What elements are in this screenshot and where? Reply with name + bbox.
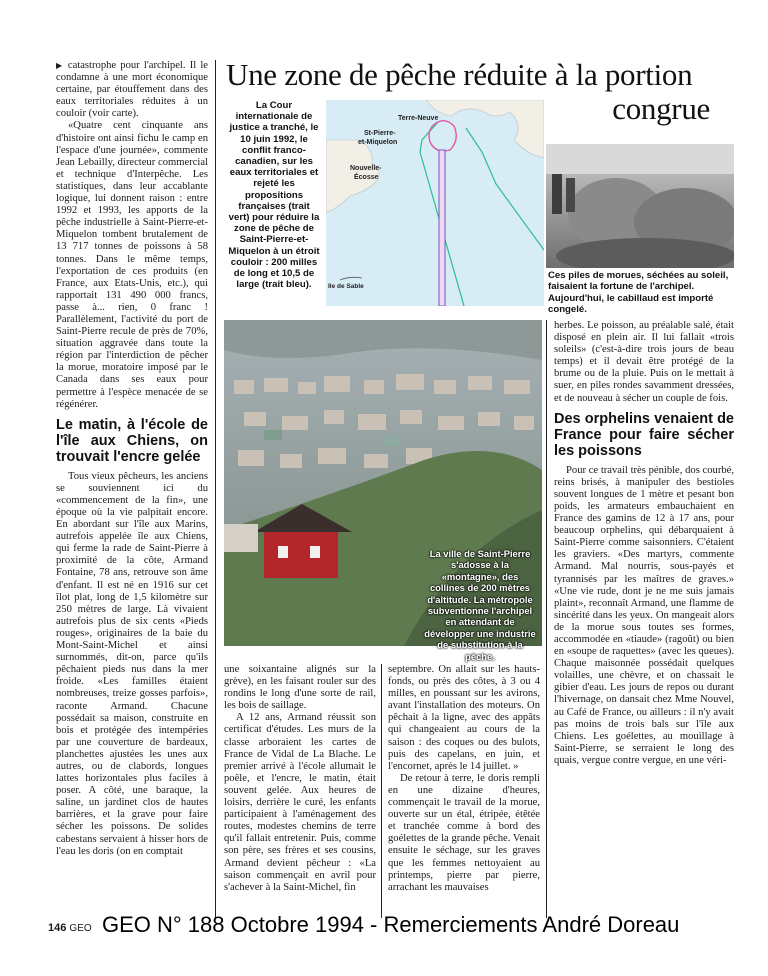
label-st-pierre-2: et-Miquelon bbox=[358, 139, 398, 146]
paragraph: «Quatre cent cinquante ans d'histoire ont ainsi fichu le camp en l'espace d'une journée», commente Jean Lebailly, directeur commercial et technique d'Interpêche. Les statistiques, dans leur accablante logique, lui donnent raison : entre 1992 et 1993, les apports de la pêche industrielle à Saint-Pierre-et-Miquelon tombent brutalement de 13 717 tonnes de poissons à 58 tonnes. Dans le même temps, l'exportation de ces produits (en France, aux Etats-Unis, etc.), qui rapportait 131 490 000 francs, passe à... rien, 0 franc ! Parallèlement, l'activité du port de Saint-Pierre recule de près de 70%, situation aggravée dans toute la région par l'interdiction de pêcher la morue, moratoire imposé par le Canada dans ses eaux pour permettre à l'espèce menacée de se régénérer. bbox=[56, 120, 208, 410]
magazine-name: GEO bbox=[69, 923, 92, 934]
paragraph: A 12 ans, Armand réussit son certificat d'études. Les murs de la classe arboraient les cartes de France de Vidal de La Blache. Le premier arrivé à l'école allumait le poêle, et l'encre, le matin, était souvent gelée. Aux heures de loisirs, derrière le curé, les enfants participaient à l'aménagement des routes, modestes chemins de terre qu'il fallait entretenir. Puis, comme son père, ses frères et ses cousins, Armand devient pêcheur : «La saison commençait en avril pour s'achever à la Saint-Michel, fin bbox=[224, 712, 376, 893]
subheading-1: Le matin, à l'école de l'île aux Chiens, on trouvait l'encre gelée bbox=[56, 416, 208, 465]
label-nouvelle-2: Écosse bbox=[354, 174, 379, 181]
title-line-2: congrue bbox=[612, 91, 710, 126]
subheading-2: Des orphelins venaient de France pour faire sécher les poissons bbox=[554, 410, 734, 459]
fisherman-figure bbox=[566, 178, 575, 212]
text-column-2 bbox=[224, 664, 376, 894]
continued-triangle-icon: ▶ bbox=[56, 61, 64, 70]
town-photo-caption: La ville de Saint-Pierre s'adosse à la «montagne», des collines de 200 mètres d'altitude. La métropole subventionne l'archipel en attendant de développer une industrie de substitution à la pêche. bbox=[424, 548, 536, 662]
cod-photo-caption: Ces piles de morues, séchées au soleil, faisaient la fortune de l'archipel. Aujourd'hui, le cabillaud est importé congelé. bbox=[548, 270, 729, 316]
text-column-1 bbox=[56, 60, 208, 858]
paragraph bbox=[56, 60, 208, 120]
paragraph: septembre. On allait sur les hauts-fonds, ou près des côtes, à 3 ou 4 milles, en poussant sur les avirons, avant l'installation des moteurs. On pêchait à la ligne, avec des appâts qui changeaient au cours de la saison : des coques ou des bulots, puis des capelans, en juin, et l'encornet, après le 14 juillet. » bbox=[388, 664, 540, 772]
fisherman-figure bbox=[552, 174, 562, 214]
corridor-blue-line bbox=[439, 150, 445, 306]
label-st-pierre-1: St-Pierre- bbox=[364, 130, 396, 137]
paragraph-text: catastrophe pour l'archipel. Il le condamne à une mort économique certaine, par étouffement dans des eaux territoriales réduites à un couloir (voir carte). bbox=[56, 60, 208, 120]
column-divider bbox=[546, 320, 547, 918]
text-column-4 bbox=[554, 320, 734, 767]
page-footer bbox=[48, 922, 92, 934]
paragraph: Tous vieux pêcheurs, les anciens se souviennent ici du «commencement de la fin», une époque où la vie palpitait encore. En abordant sur l'île aux Marins, autrefois appelée île aux Chiens, qui ferme la rade de Saint-Pierre à proximité de la côte, Armand Fontaine, 78 ans, retrouve son âme d'enfant. Il est né en 1916 sur cet îlot plat, long de 1,5 kilomètre sur 250 mètres de large. Là vivaient autrefois plus de six cents «Pieds rouges», originaires de la baie du Mont-Saint-Michel et ainsi surnommés, dit-on, parce qu'ils pêchaient pieds nus dans la mer froide. «Les familles étaient nombreuses, treize gosses parfois», raconte Armand. Chacune possédait sa maison, construite en bois et protégée des intempéries par une couverture de bardeaux, planchettes ajustées les unes aux autres, ou de clabords, longues lattes horizontales plus faciles à poser. A côté, une baraque, la saline, un jardinet clos de hautes barrières, et la grave pour faire sécher les poissons. De solides cabestans servaient à hisser hors de l'eau les doris (on en comptait bbox=[56, 470, 208, 857]
red-house bbox=[264, 530, 338, 578]
paragraph: une soixantaine alignés sur la grève), en les faisant rouler sur des rondins le long d'une sorte de rail, les bois de saillage. bbox=[224, 664, 376, 712]
title-line-1: Une zone de pêche réduite à la portion bbox=[226, 57, 693, 92]
map-caption: La Cour internationale de justice a tranché, le 10 juin 1992, le conflit franco-canadien, sur les eaux territoriales et rejeté les propositions françaises (trait vert) pour réduire la zone de pêche de Saint-Pierre-et-Miquelon à un étroit couloir : 200 milles de long et 10,5 de large (trait bleu). bbox=[228, 100, 320, 291]
paragraph: Pour ce travail très pénible, dos courbé, reins brisés, à manipuler des bestioles souvent longues de 1 mètre et pesant bon poids, les armateurs embauchaient en France des gamins de 12 à 17 ans, pour beaucoup orphelins, qui débarquaient à Saint-Pierre comme saisonniers. C'étaient les graviers. «Des martyrs, commente Armand. Mal nourris, sous-payés et tyrannisés par les maîtres de graves.» «Une vie rude, dont je ne me suis jamais plaint», reconnaît Armand, une flamme de sincérité dans les yeux. On mangeait alors de la morue sous toutes ses formes, accommodée en «tiaude» (ragoût) ou bien en «soupe de raquettes» (avec les queues). Chaque maisonnée possédait quelques volailles, une chèvre, et on chassait le gibier d'eau. Les jours de repos ou durant l'hivernage, on dansait chez Mme Nouvel, au Café de France, ou ailleurs : il n'y avait pas moins de trois bals sur l'île aux Chiens. Les goélettes, au mouillage à Saint-Pierre, se serraient le long des quais, vergue contre vergue, en une véri- bbox=[554, 464, 734, 766]
page-number: 146 bbox=[48, 922, 67, 934]
label-nouvelle-1: Nouvelle- bbox=[350, 165, 382, 172]
text-column-3 bbox=[388, 664, 540, 894]
column-divider bbox=[381, 664, 382, 918]
label-ile-de-sable: Ile de Sable bbox=[328, 283, 364, 290]
paragraph: herbes. Le poisson, au préalable salé, était disposé en plein air. Il lui fallait «trois soleils» (c'est-à-dire trois jours de beau temps) et il devait être protégé de la brume ou de la pluie. Puis on le mettait à suer, en piles rondes savamment dressées, et de nouveau à sécher un couple de fois. bbox=[554, 320, 734, 404]
column-divider bbox=[215, 60, 216, 918]
cod-piles-photo bbox=[546, 144, 734, 268]
credit-line: GEO N° 188 Octobre 1994 - Remerciements André Doreau bbox=[102, 912, 680, 937]
paragraph: De retour à terre, le doris rempli en une dizaine d'heures, commençait le travail de la morue, ouverte sur un étal, étripée, étêtée et tranchée comme à bord des goélettes de la grande pêche. Venait ensuite le séchage, sur les graves que les femmes nettoyaient au printemps, pierre par pierre, arrachant les mauvaises bbox=[388, 772, 540, 893]
label-terre-neuve: Terre-Neuve bbox=[398, 115, 439, 122]
fishing-zone-map bbox=[326, 100, 544, 306]
